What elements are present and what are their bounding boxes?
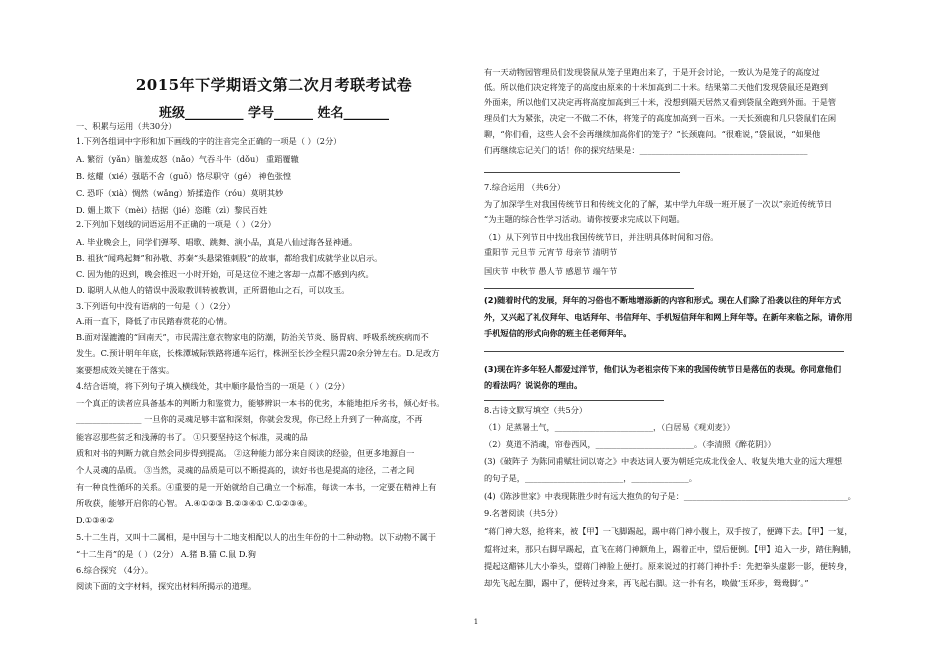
- left-line-6: D. 媚上欺下（mèi）拮据（jié）恣睢（zì）黎民百姓: [76, 205, 268, 215]
- left-line-26: 5.十二生肖，又叫十二属相，是中国与十二地支相配以人的出生年份的十二种动物。以下动物不属于: [76, 532, 436, 542]
- page-number: 1: [473, 618, 479, 626]
- right-line-26: 的句子是，________________________，______________。: [484, 473, 697, 483]
- right-line-18: [484, 343, 884, 356]
- right-line-8: 7.综合运用 （共6分）: [484, 182, 566, 192]
- left-line-2: 1.下列各组词中字形和加下画线的字的注音完全正确的一项是（ ）（2分）: [76, 136, 342, 146]
- right-line-19: (3)现在许多年轻人都爱过洋节，他们认为老祖宗传下来的我国传统节日是落伍的表现。你同意他们: [484, 364, 842, 374]
- left-line-24: 所收获，能够开启你的心智。 A.④①②③ B.②③④① C.①②③④。: [76, 498, 313, 508]
- left-line-15: 发生。C.预计明年年底，长株潭城际铁路将通车运行，株洲至长沙全程只需20余分钟左右。D.足改方: [76, 348, 440, 358]
- left-line-1: 一、积累与运用（共30分）: [76, 121, 177, 131]
- right-line-3: 外面来，所以他们又决定再将高度加高到三十米，没想到隔天居然又看到袋鼠全跑到外面。于是管: [484, 97, 837, 107]
- right-line-17: 手机短信的形式向你的班主任老师拜年。: [484, 328, 632, 338]
- left-line-29: 阅读下面的文字材料，探究出材料所揭示的道理。: [76, 581, 257, 591]
- right-line-31: 提起这醋钵儿大小拳头，望蒋门神脸上便打。原来说过的打蒋门神扑手：先把拳头虚影一影，便转身，: [484, 561, 853, 571]
- left-line-19: ________________ 一旦你的灵魂足够丰富和深刻，你就会发现，你已经上升到了一种高度，不再: [76, 414, 423, 424]
- left-line-13: A.雨一直下，降低了市民踏春赏花的心情。: [76, 316, 232, 326]
- right-line-30: 踅将过来，那只右脚早踢起，直飞在蒋门神额角上，踢着正中，望后便倒。【甲】追入一步，踏住胸脯，: [484, 544, 857, 554]
- exam-title: 2015年下学期语文第二次月考联考试卷: [135, 76, 413, 94]
- answer-line-4: [484, 400, 664, 401]
- right-line-32: 却先飞起左脚，踢中了，便转过身来，再飞起右脚。这一扑有名，唤做‘玉环步，鸳鸯脚’。”: [484, 578, 809, 588]
- left-line-3: A. 繁衍（yǎn）脑羞成怒（nǎo）气吞斗牛（dǒu） 重蹈覆辙: [76, 154, 299, 164]
- left-line-16: 案要想成效关键在于落实。: [76, 365, 175, 375]
- left-line-8: A. 毕业晚会上，同学们弹琴、唱歌、跳舞、演小品，真是八仙过海各显神通。: [76, 237, 358, 247]
- left-line-9: B. 祖狄“闻鸡起舞”和孙敬、苏秦“头悬梁锥刺股”的故事，都给我们成就学业以启示。: [76, 253, 383, 263]
- right-line-4: 理员们大为紧张，决定一不做二不休，将笼子的高度加高到一百米。一天长颈鹿和几只袋鼠们在闲: [484, 113, 837, 123]
- left-line-27: “十二生肖”的是（ ）（2分） A.猪 B.猫 C.鼠 D.狗: [76, 549, 256, 559]
- left-line-4: B. 炫耀（xié）强聒不舍（guō）恪尽职守（gé） 神色张惶: [76, 171, 292, 181]
- right-line-24: （2）莫道不消魂，帘卷西风，________________________。（李清照《醉花阴》）: [484, 439, 776, 449]
- right-line-9: 为了加深学生对我国传统节日和传统文化的了解，某中学九年级一班开展了一次以”亲近传统节日: [484, 199, 833, 209]
- right-line-11: （1）从下列节日中找出我国传统节日，并注明具体时间和习俗。: [484, 232, 719, 242]
- right-line-10: “为主题的综合性学习活动。请你按要求完成以下问题。: [484, 214, 685, 224]
- left-line-20: 能容忍那些贫乏和浅薄的书了。 ①只要坚持这个标准，灵魂的品: [76, 432, 308, 442]
- left-line-11: D. 聪明人从他人的错误中汲取教训转被教训，正所谓他山之石，可以攻玉。: [76, 285, 350, 295]
- left-line-12: 3.下列语句中没有语病的一句是（ ）（2分）: [76, 301, 235, 311]
- right-line-1: 有一天动物园管理员们发现袋鼠从笼子里跑出来了，于是开会讨论，一致认为是笼子的高度过: [484, 67, 820, 77]
- right-line-5: 聊，“你们看，这些人会不会再继续加高你们的笼子？”长颈鹿问。“很难说，”袋鼠说，“如果他: [484, 129, 821, 139]
- right-line-29: “蒋门神大怒，抢将来，被【甲】一飞脚踢起，踢中蒋门神小腹上，双手按了，便蹲下去。【甲】一复，: [484, 526, 853, 536]
- left-line-10: C. 因为他的迟到，晚会推迟一小时开始，可是这位不速之客却一点都不感到内疚。: [76, 269, 374, 279]
- right-line-20: 的看法吗？说说你的理由。: [484, 380, 583, 390]
- left-line-21: 质和对书的判断力就自然会同步得到提高。 ②这种能力部分来自阅读的经验，但更多地源自一: [76, 448, 415, 458]
- right-line-13: 国庆节 中秋节 愚人节 感恩节 端午节: [484, 266, 618, 276]
- right-line-28: 9.名著阅读（共5分）: [484, 508, 563, 518]
- right-line-6: 们再继续忘记关门的话！你的探究结果是：_________________________________________: [484, 145, 808, 155]
- left-line-28: 6.综合探究 （4分）。: [76, 565, 154, 575]
- left-line-23: 有一种良性循环的关系。④重要的是一开始就给自己确立一个标准，每读一本书，一定要在精神上有: [76, 482, 437, 492]
- student-info-line: 班级_________ 学号______ 姓名_______: [158, 106, 390, 121]
- right-line-22: 8.古诗文默写填空（共5分）: [484, 405, 588, 415]
- right-line-27: (4)《陈涉世家》中表现陈胜少时有远大抱负的句子是：________________________________________。: [484, 491, 856, 501]
- right-line-12: 重阳节 元旦节 元宵节 母亲节 清明节: [484, 247, 618, 257]
- left-line-18: 一个真正的读者应具备基本的判断力和鉴赏力，能够辨识一本书的优劣，本能地拒斥劣书，倾心好书。: [76, 398, 445, 408]
- left-line-17: 4.结合语境，将下列句子填入横线处，其中顺序最恰当的一项是（ ）（2分）: [76, 381, 350, 391]
- answer-line-2: [484, 288, 694, 289]
- right-line-23: （1）足蒸暑土气，________________________，（白居易《观刈麦》）: [484, 422, 735, 432]
- right-line-25: (3)《破阵子 为陈同甫赋壮词以寄之》中表达词人要为朝廷完成北伐金人、收复失地大业的远大理想: [484, 456, 843, 466]
- answer-line-3: [484, 351, 844, 352]
- right-line-16: 外，又兴起了礼仪拜年、电话拜年、书信拜年、手机短信拜年和网上拜年等。在新年来临之际，请你用: [484, 312, 853, 322]
- right-line-2: 低。所以他们决定将笼子的高度由原来的十米加高到二十米。结果第二天他们发现袋鼠还是跑到: [484, 82, 828, 92]
- left-line-14: B.面对湿漉漉的“回南天”，市民需注意衣物家电的防潮，防治关节炎、肠胃病、呼吸系统疾病而不: [76, 332, 429, 342]
- answer-line-1: [484, 172, 680, 173]
- left-line-25: D.①③④②: [76, 515, 115, 525]
- right-line-15: (2)随着时代的发展，拜年的习俗也不断地增添新的内容和形式。现在人们除了沿袭以往的拜年方式: [484, 295, 842, 305]
- left-line-7: 2.下列加下划线的词语运用不正确的一项是（ ）（2分）: [76, 219, 276, 229]
- left-line-22: 个人灵魂的品质。 ③当然，灵魂的品质是可以不断提高的，读好书也是提高的途径，二者之间: [76, 465, 415, 475]
- left-line-5: C. 恐吓（xià）惆然（wǎng）矫揉造作（róu）莫明其妙: [76, 188, 284, 198]
